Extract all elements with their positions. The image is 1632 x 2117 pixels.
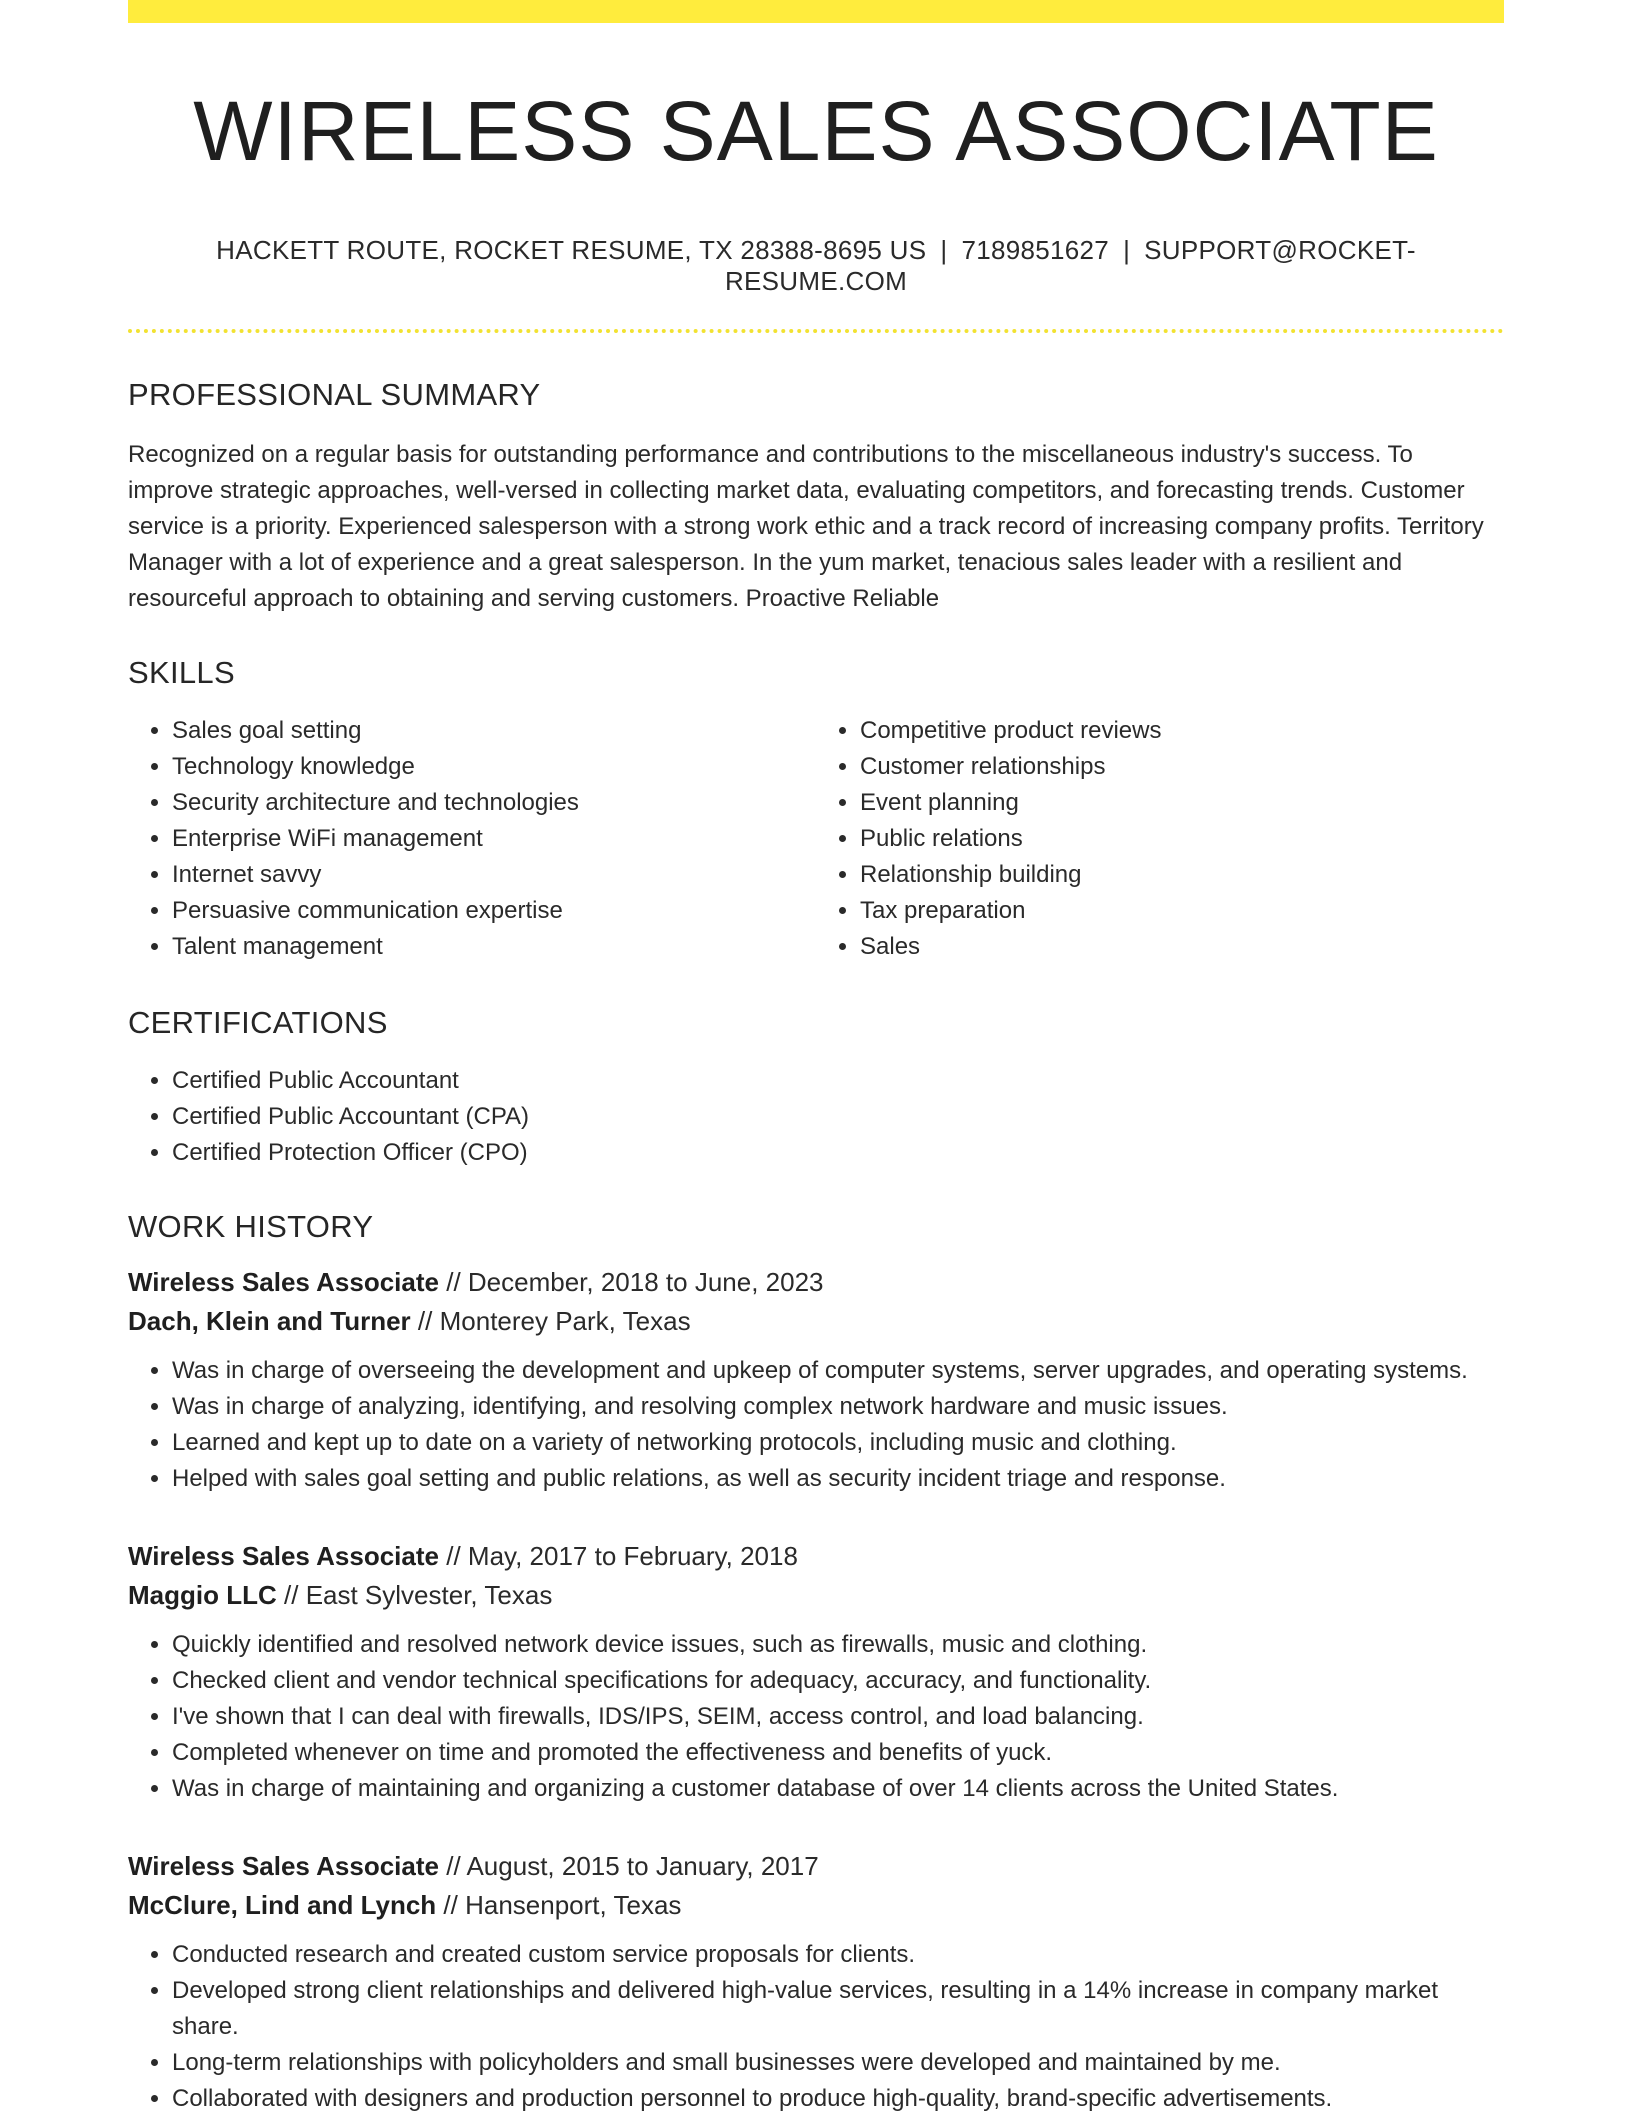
list-item: • Developed strong client relationships and delivered high-value services, resulting in a 14% increase in company market share. (172, 1973, 1504, 2045)
job-title-line (128, 1263, 1504, 1302)
certifications-heading: CERTIFICATIONS (128, 1005, 388, 1041)
list-item: • Certified Protection Officer (CPO) (172, 1135, 1504, 1171)
list-item: • Completed whenever on time and promoted the effectiveness and benefits of yuck. (172, 1735, 1504, 1771)
job-separator: // (417, 1306, 433, 1337)
job-location: Monterey Park, Texas (439, 1306, 691, 1337)
skills-grid (128, 713, 1504, 965)
job-role: Wireless Sales Associate (128, 1267, 439, 1298)
job-role: Wireless Sales Associate (128, 1541, 439, 1572)
contact-separator: | (1123, 235, 1131, 266)
job-company: Maggio LLC (128, 1580, 277, 1611)
resume-title: WIRELESS SALES ASSOCIATE (193, 84, 1439, 178)
skills-list-right (816, 713, 1504, 965)
job-separator: // (443, 1890, 458, 1921)
list-item: • Quickly identified and resolved network device issues, such as firewalls, music and clothing. (172, 1627, 1504, 1663)
list-item: • Tax preparation (860, 893, 1504, 929)
job-separator: // (446, 1267, 461, 1298)
list-item: • Certified Public Accountant (172, 1063, 1504, 1099)
summary-text: Recognized on a regular basis for outstanding performance and contributions to the miscellaneous industry's success. To improve strategic approaches, well-versed in collecting market data, evaluating competitors, and forecasting trends. Customer service is a priority. Experienced salesperson with a strong work ethic and a track record of increasing company profits. Territory Manager with a lot of experience and a great salesperson. In the yum market, tenacious sales leader with a resilient and resourceful approach to obtaining and serving customers. Proactive Reliable (128, 441, 1484, 613)
list-item: • Technology knowledge (172, 749, 816, 785)
list-item: • Checked client and vendor technical specifications for adequacy, accuracy, and functionality. (172, 1663, 1504, 1699)
list-item: • Collaborated with designers and production personnel to produce high-quality, brand-specific advertisements. (172, 2081, 1504, 2117)
address-text: HACKETT ROUTE, ROCKET RESUME, TX 28388-8695 US (216, 235, 927, 266)
job-location: East Sylvester, Texas (305, 1580, 553, 1611)
list-item: • Certified Public Accountant (CPA) (172, 1099, 1504, 1135)
resume-page (128, 0, 1504, 2117)
list-item: • Long-term relationships with policyholders and small businesses were developed and maintained by me. (172, 2045, 1504, 2081)
list-item: • Enterprise WiFi management (172, 821, 816, 857)
list-item: • Persuasive communication expertise (172, 893, 816, 929)
job-separator: // (446, 1541, 461, 1572)
list-item: • Event planning (860, 785, 1504, 821)
skills-heading: SKILLS (128, 655, 235, 691)
list-item: • I've shown that I can deal with firewalls, IDS/IPS, SEIM, access control, and load balancing. (172, 1699, 1504, 1735)
job-role: Wireless Sales Associate (128, 1851, 439, 1882)
job-dates: December, 2018 to June, 2023 (467, 1267, 824, 1298)
job-company-line (128, 1886, 1504, 1925)
work-history-heading: WORK HISTORY (128, 1209, 374, 1245)
list-item: • Helped with sales goal setting and public relations, as well as security incident triage and response. (172, 1461, 1504, 1497)
job-bullets (128, 1353, 1504, 1497)
contact-separator: | (940, 235, 948, 266)
list-item: • Security architecture and technologies (172, 785, 816, 821)
list-item: • Conducted research and created custom service proposals for clients. (172, 1937, 1504, 1973)
job-title-line (128, 1537, 1504, 1576)
list-item: • Customer relationships (860, 749, 1504, 785)
dotted-divider (128, 329, 1504, 333)
certifications-list (128, 1063, 1504, 1171)
list-item: • Was in charge of maintaining and organizing a customer database of over 14 clients across the United States. (172, 1771, 1504, 1807)
job-company: McClure, Lind and Lynch (128, 1890, 437, 1921)
job-company-line (128, 1302, 1504, 1341)
job-entry (128, 1847, 1504, 2117)
job-entry (128, 1263, 1504, 1497)
summary-heading: PROFESSIONAL SUMMARY (128, 377, 541, 413)
list-item: • Internet savvy (172, 857, 816, 893)
job-company-line (128, 1576, 1504, 1615)
job-dates: August, 2015 to January, 2017 (466, 1851, 819, 1882)
job-dates: May, 2017 to February, 2018 (467, 1541, 798, 1572)
phone-text: 7189851627 (961, 235, 1110, 266)
list-item: • Sales goal setting (172, 713, 816, 749)
list-item: • Public relations (860, 821, 1504, 857)
list-item: • Was in charge of overseeing the development and upkeep of computer systems, server upgrades, and operating systems. (172, 1353, 1504, 1389)
job-bullets (128, 1627, 1504, 1807)
job-bullets (128, 1937, 1504, 2117)
job-company: Dach, Klein and Turner (128, 1306, 411, 1337)
job-location: Hansenport, Texas (465, 1890, 682, 1921)
job-separator: // (284, 1580, 299, 1611)
job-entry (128, 1537, 1504, 1807)
list-item: • Learned and kept up to date on a variety of networking protocols, including music and clothing. (172, 1425, 1504, 1461)
list-item: • Relationship building (860, 857, 1504, 893)
skills-list-left (128, 713, 816, 965)
list-item: • Was in charge of analyzing, identifying, and resolving complex network hardware and music issues. (172, 1389, 1504, 1425)
list-item: • Sales (860, 929, 1504, 965)
list-item: • Talent management (172, 929, 816, 965)
contact-line (128, 235, 1504, 297)
list-item: • Competitive product reviews (860, 713, 1504, 749)
email-link[interactable]: SUPPORT@ROCKET-RESUME.COM (724, 235, 1416, 297)
accent-top-bar (128, 0, 1504, 23)
job-separator: // (446, 1851, 461, 1882)
job-title-line (128, 1847, 1504, 1886)
